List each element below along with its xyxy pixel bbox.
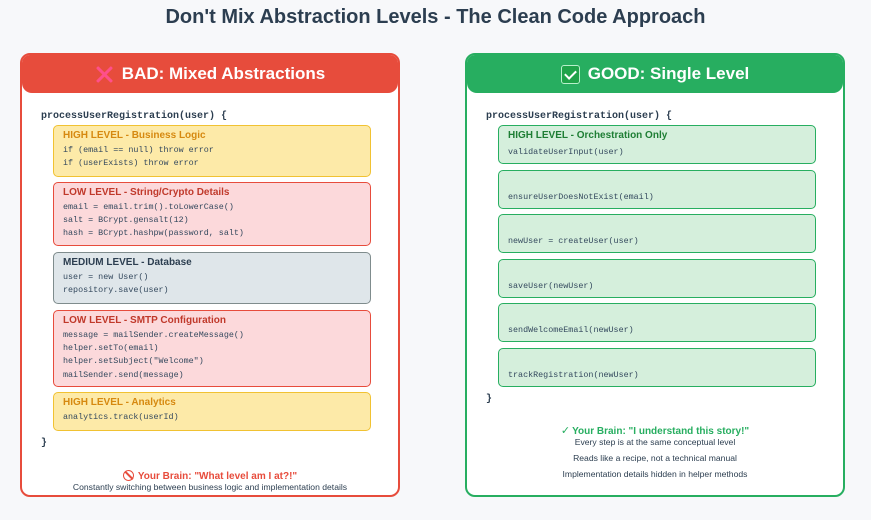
block-code: email = email.trim().toLowerCase() salt = BCrypt.gensalt(12) hash = BCrypt.hashpw(password, salt) (63, 202, 244, 239)
step-code: trackRegistration(newUser) (508, 370, 639, 380)
good-function-close: } (486, 394, 493, 405)
block-label: MEDIUM LEVEL - Database (63, 257, 192, 268)
page-title: Don't Mix Abstraction Levels - The Clean Code Approach (165, 6, 706, 28)
bad-function-close: } (41, 438, 48, 449)
step-code: sendWelcomeEmail(newUser) (508, 325, 634, 335)
step-code: saveUser(newUser) (508, 281, 594, 291)
check-mark-icon (561, 65, 580, 84)
good-panel (465, 53, 845, 497)
block-code: message = mailSender.createMessage() helper.setTo(email) helper.setSubject("Welcome") mailSender.send(message) (63, 330, 244, 380)
good-step-1 (498, 125, 816, 164)
good-step-4 (498, 259, 816, 298)
block-code: analytics.track(userId) (63, 412, 179, 422)
bad-note: Constantly switching between business logic and implementation details (72, 482, 348, 492)
good-step-3 (498, 214, 816, 253)
good-note-3: Implementation details hidden in helper methods (562, 469, 748, 479)
good-panel-title: GOOD: Single Level (587, 64, 750, 83)
good-panel-header (467, 55, 843, 93)
block-code: user = new User() repository.save(user) (63, 272, 169, 296)
prohibited-icon (123, 470, 134, 481)
good-step-5 (498, 303, 816, 342)
good-step-2 (498, 170, 816, 209)
bad-block-high-business (53, 125, 371, 177)
bad-panel-title: BAD: Mixed Abstractions (121, 64, 326, 83)
block-label: LOW LEVEL - SMTP Configuration (63, 315, 226, 326)
step-code: ensureUserDoesNotExist(email) (508, 192, 654, 202)
bad-block-low-smtp (53, 310, 371, 387)
block-label: HIGH LEVEL - Analytics (63, 397, 176, 408)
good-note-1: Every step is at the same conceptual level (574, 437, 736, 447)
bad-brain-text: Your Brain: "What level am I at?!" (137, 471, 298, 482)
tick-icon: ✓ (560, 425, 571, 437)
step-group-label: HIGH LEVEL - Orchestration Only (508, 130, 668, 141)
bad-block-low-crypto (53, 182, 371, 246)
step-code: newUser = createUser(user) (508, 236, 639, 246)
good-brain-text: Your Brain: "I understand this story!" (572, 426, 750, 437)
good-function-open: processUserRegistration(user) { (486, 111, 673, 122)
block-code: if (email == null) throw error if (userExists) throw error (63, 145, 214, 169)
good-note-2: Reads like a recipe, not a technical manual (573, 453, 737, 463)
block-label: LOW LEVEL - String/Crypto Details (63, 187, 230, 198)
bad-block-medium-database (53, 252, 371, 304)
bad-function-open: processUserRegistration(user) { (41, 111, 228, 122)
cross-mark-icon (95, 65, 114, 84)
bad-panel (20, 53, 400, 497)
good-step-6 (498, 348, 816, 387)
step-code: validateUserInput(user) (508, 147, 624, 157)
block-label: HIGH LEVEL - Business Logic (63, 130, 206, 141)
bad-block-high-analytics (53, 392, 371, 431)
bad-panel-header (22, 55, 398, 93)
